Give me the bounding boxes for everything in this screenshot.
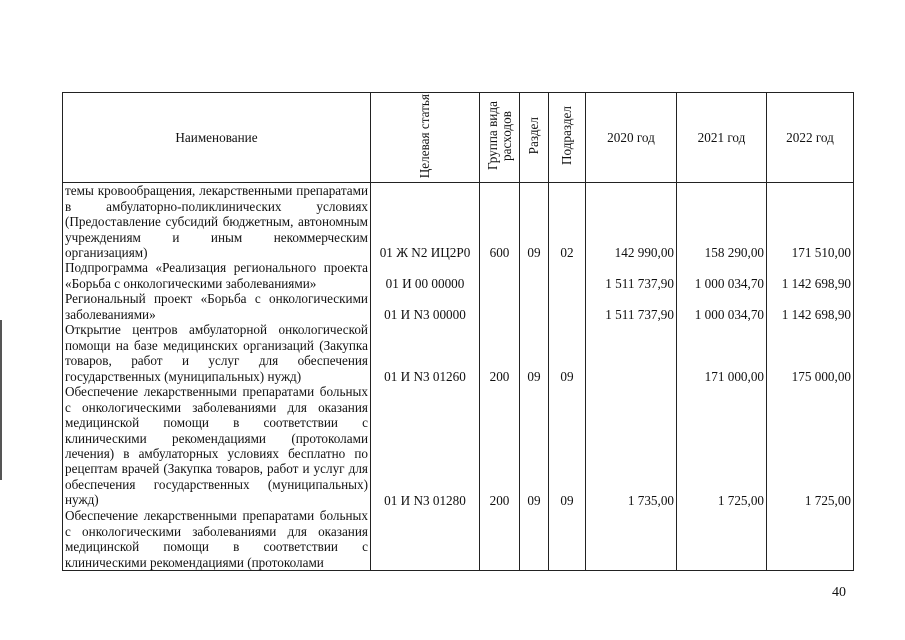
row-subsection [549, 291, 586, 322]
row-name: Обеспечение лекарственными препаратами больных с онкологическими заболеваниями для оказания медицинской помощи в соответствии с клиническими рекомендациями (протоколами лечения) в амбулаторных условиях бесплатно по рецептам врачей (Закупка товаров, работ и услуг для обеспечения государственных (муниципальных) нужд) [63, 384, 371, 508]
row-target-article: 01 И N3 00000 [371, 291, 480, 322]
page-edge-mark [0, 320, 2, 480]
header-2022: 2022 год [767, 93, 854, 183]
row-2022: 1 725,00 [767, 384, 854, 508]
row-2020 [586, 508, 677, 570]
row-2021: 171 000,00 [677, 322, 767, 384]
row-2021: 1 000 034,70 [677, 291, 767, 322]
row-expense-group [480, 260, 520, 291]
row-subsection: 09 [549, 384, 586, 508]
budget-table [62, 92, 854, 571]
row-subsection: 09 [549, 322, 586, 384]
row-expense-group [480, 291, 520, 322]
row-2020: 1 511 737,90 [586, 260, 677, 291]
row-section [520, 291, 549, 322]
row-2022 [767, 508, 854, 570]
row-name: Региональный проект «Борьба с онкологическими заболеваниями» [63, 291, 371, 322]
row-name: Обеспечение лекарственными препаратами больных с онкологическими заболеваниями для оказания медицинской помощи в соответствии с клиническими рекомендациями (протоколами [63, 508, 371, 570]
row-2020: 142 990,00 [586, 183, 677, 261]
header-target-article: Целевая статья [371, 93, 480, 183]
row-expense-group [480, 508, 520, 570]
table-row [63, 322, 854, 384]
row-subsection: 02 [549, 183, 586, 261]
table-row [63, 260, 854, 291]
table-row [63, 183, 854, 261]
header-section: Раздел [520, 93, 549, 183]
row-2022: 175 000,00 [767, 322, 854, 384]
header-subsection: Подраздел [549, 93, 586, 183]
row-target-article: 01 Ж N2 ИЦ2Р0 [371, 183, 480, 261]
row-2021 [677, 508, 767, 570]
row-expense-group: 200 [480, 384, 520, 508]
header-expense-group: Группа вида расходов [480, 93, 520, 183]
row-target-article: 01 И N3 01280 [371, 384, 480, 508]
page-number: 40 [832, 585, 846, 600]
row-2022: 171 510,00 [767, 183, 854, 261]
row-2022: 1 142 698,90 [767, 260, 854, 291]
header-2020: 2020 год [586, 93, 677, 183]
row-2020: 1 511 737,90 [586, 291, 677, 322]
row-subsection [549, 508, 586, 570]
table-row [63, 508, 854, 570]
row-target-article: 01 И N3 01260 [371, 322, 480, 384]
row-target-article: 01 И 00 00000 [371, 260, 480, 291]
row-expense-group: 200 [480, 322, 520, 384]
row-name: Подпрограмма «Реализация регионального проекта «Борьба с онкологическими заболеваниями» [63, 260, 371, 291]
row-section [520, 260, 549, 291]
table-row [63, 384, 854, 508]
header-row [63, 93, 854, 183]
row-name: темы кровообращения, лекарственными препаратами в амбулаторно-поликлинических условиях (Предоставление субсидий бюджетным, автономным учреждениям и иным некоммерческим организациям) [63, 183, 371, 261]
row-section: 09 [520, 384, 549, 508]
row-2021: 1 000 034,70 [677, 260, 767, 291]
row-2021: 158 290,00 [677, 183, 767, 261]
row-section: 09 [520, 183, 549, 261]
row-name: Открытие центров амбулаторной онкологической помощи на базе медицинских организаций (Закупка товаров, работ и услуг для обеспечения государственных (муниципальных) нужд) [63, 322, 371, 384]
header-2021: 2021 год [677, 93, 767, 183]
row-expense-group: 600 [480, 183, 520, 261]
header-name: Наименование [63, 93, 371, 183]
row-2020: 1 735,00 [586, 384, 677, 508]
row-2021: 1 725,00 [677, 384, 767, 508]
row-section [520, 508, 549, 570]
row-2020 [586, 322, 677, 384]
row-target-article [371, 508, 480, 570]
table-row [63, 291, 854, 322]
row-section: 09 [520, 322, 549, 384]
row-2022: 1 142 698,90 [767, 291, 854, 322]
row-subsection [549, 260, 586, 291]
